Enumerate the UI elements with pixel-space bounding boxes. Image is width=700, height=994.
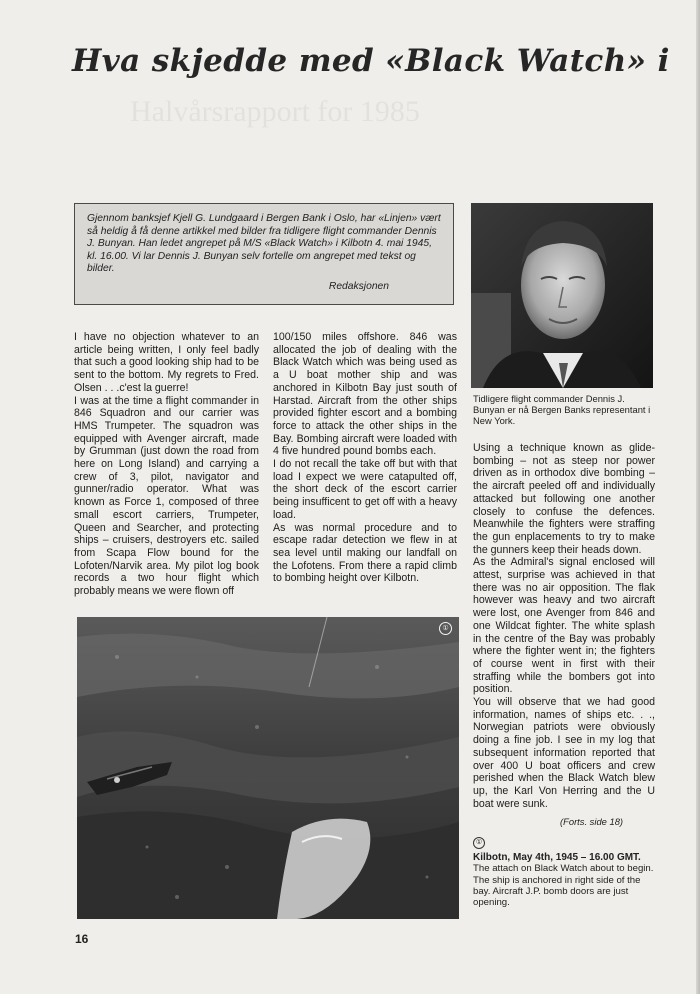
paragraph: As was normal procedure and to escape radar detection we flew in at sea level until making our landfall on the Lofotens. From there a rapid climb to bombing height over Kilbotn. — [273, 521, 457, 585]
continued-note: (Forts. side 18) — [560, 816, 624, 827]
caption-text: The attach on Black Watch about to begin. The ship is anchored in right side of the bay. Aircraft J.P. bomb doors are just opening. — [473, 863, 654, 909]
intro-text: Gjennom banksjef Kjell G. Lundgaard i Bergen Bank i Oslo, har «Linjen» vært så heldig å få denne artikkel med bilder fra tidligere flight commander Dennis J. Bunyan. Han ledet angrepet på M/S «Black Watch» i Kilbotn 4. mai 1945, kl. 16.00. Vi lar Dennis J. Bunyan selv fortelle om angrepet med tekst og bilder. — [87, 213, 441, 275]
caption-number-marker: ① — [473, 837, 485, 849]
photo-caption — [473, 837, 655, 908]
text-column-2 — [273, 331, 457, 585]
paragraph: As the Admiral's signal enclosed will attest, surprise was achieved in that there was no air opposition. The flak however was heavy and two aircraft were lost, one Avenger from 846 and one Wildcat fighter. The white splash in the centre of the Bay was probably where the fighter went in; the fighters of course went in first with their straffing while the bombers got into position. — [473, 556, 655, 696]
page-title: Hva skjedde med «Black Watch» i — [72, 43, 670, 79]
portrait-image — [471, 203, 653, 388]
bleed-through-text: Halvårsrapport for 1985 — [130, 95, 420, 128]
text-column-1 — [74, 331, 259, 598]
portrait-caption: Tidligere flight commander Dennis J. Bunyan er nå Bergen Banks representant i New York. — [473, 393, 651, 427]
page-number: 16 — [75, 932, 89, 946]
paragraph: 100/150 miles offshore. 846 was allocated the job of dealing with the Black Watch which was being used as a U boat mother ship and was anchored in Kilbotn Bay just south of Harstad. Aircraft from the other ships provided fighter escort and a bombing force to attack the other ships in the Bay. Bombing aircraft were loaded with 4 five hundred pound bombs each. — [273, 331, 457, 458]
paragraph: I was at the time a flight commander in 846 Squadron and our carrier was HMS Trumpeter. The squadron was equipped with Avenger aircraft, made by Grumman (just down the road from here on Long Island) and carrying a crew of 3, pilot, navigator and gunner/radio operator. What was known as Force 1, composed of three small escort carriers, Trumpeter, Queen and Searcher, and protecting ships – cruisers, destroyers etc. sailed from Scapa Flow bound for the Lofoten/Narvik area. My pilot log book records a two hour flight which probably means we were flown off — [74, 394, 259, 598]
paragraph: I do not recall the take off but with that load I expect we were catapulted off, the short deck of the escort carrier being insufficent to get off with a heavy load. — [273, 458, 457, 521]
paragraph: I have no objection whatever to an article being written, I only feel badly that such a good looking ship had to be sent to the bottom. My regrets to Fred. Olsen . . .c'est la guerre! — [74, 331, 259, 394]
intro-signature: Redaksjonen — [328, 281, 389, 293]
text-column-3 — [473, 442, 655, 810]
page-edge-shadow — [696, 0, 700, 994]
photo-number-marker: ① — [439, 622, 452, 635]
caption-title: Kilbotn, May 4th, 1945 – 16.00 GMT. — [473, 852, 641, 863]
paragraph: You will observe that we had good information, names of ships etc. . ., Norwegian patriots were obviously doing a fine job. I see in my log that subsequent information reported that over 400 U boat officers and crew perished when the Black Watch blew up, the Karl Von Herring and the U boat were sunk. — [473, 696, 655, 810]
paragraph: Using a technique known as glide-bombing – not as steep nor power driven as in orthodox dive bombing – the aircraft peeled off and individually attacked but following one another closely to confuse the defences. Meanwhile the fighters were straffing the gun enplacements to try to make the gunners keep their heads down. — [473, 442, 655, 556]
aerial-image — [77, 617, 459, 919]
aerial-photo — [77, 617, 459, 919]
intro-box — [74, 203, 454, 305]
portrait-photo — [471, 203, 653, 388]
